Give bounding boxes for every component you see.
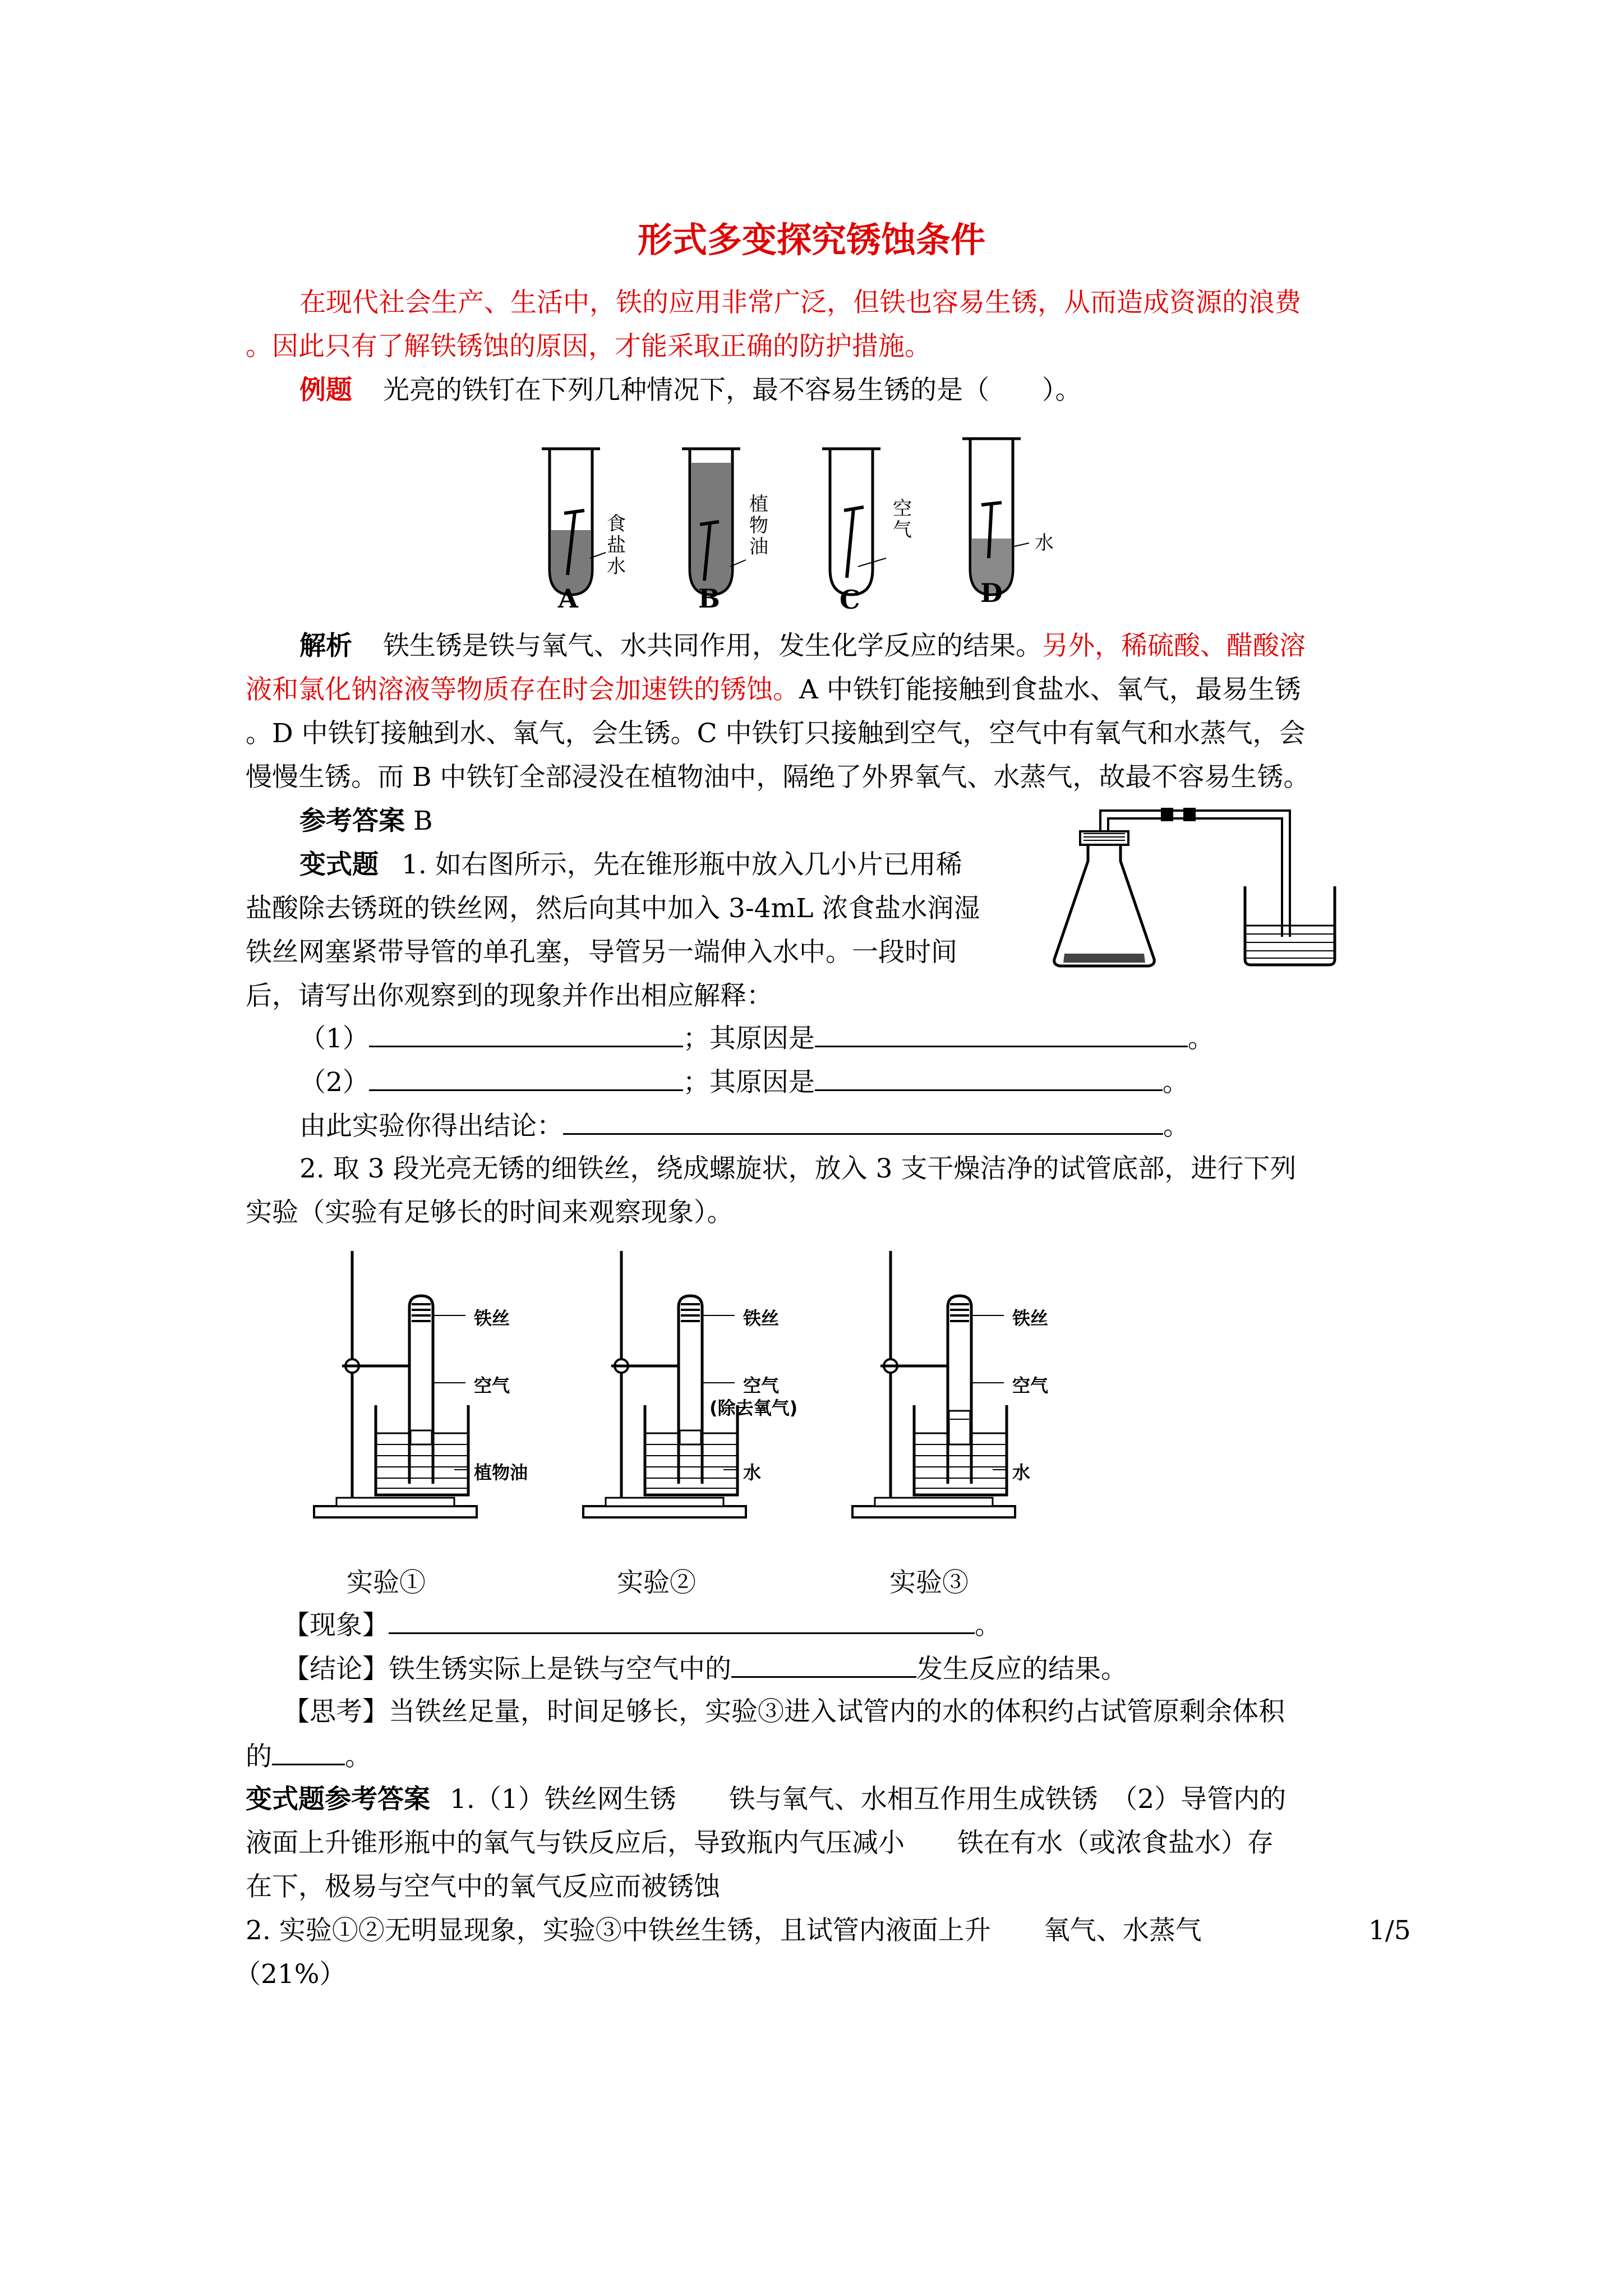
- tube-c-letter: C: [840, 585, 860, 615]
- tube-c-label-1: 空: [893, 498, 912, 520]
- analysis-line-4: 慢慢生锈。而 B 中铁钉全部浸没在植物油中，隔绝了外界氧气、水蒸气，故最不容易生锈。: [246, 762, 1310, 793]
- answers-line-5: （21%）: [234, 1959, 346, 1990]
- think-prefix: 的: [246, 1741, 272, 1772]
- blank1-reason[interactable]: [815, 1021, 1188, 1047]
- exp2-label-wire: 铁丝: [743, 1308, 780, 1329]
- conclusion-blank-line: [299, 1108, 1189, 1143]
- phenomenon-period: 。: [975, 1610, 1001, 1641]
- experiment-3-apparatus: [852, 1251, 1015, 1517]
- exp1-caption: 实验①: [347, 1567, 426, 1598]
- blank1-answer[interactable]: [369, 1021, 683, 1047]
- exp2-label-no-oxygen: (除去氧气): [709, 1397, 798, 1419]
- tube-a-label-3: 水: [607, 555, 626, 578]
- tube-b-letter: B: [698, 583, 720, 614]
- blank-line-2: [299, 1065, 1189, 1099]
- analysis-label: 解析: [299, 631, 352, 661]
- blank-line-1: [299, 1021, 1214, 1056]
- exp1-label-oil: 植物油: [474, 1462, 528, 1483]
- tube-b: [682, 449, 746, 595]
- tube-d-label: 水: [1035, 532, 1054, 554]
- example-question: [299, 374, 1081, 407]
- exp3-label-water: 水: [1012, 1462, 1031, 1483]
- conclusion-prefix: 由此实验你得出结论：: [299, 1111, 563, 1142]
- blank2-reason[interactable]: [815, 1065, 1163, 1091]
- variant-q1-line-2: 盐酸除去锈斑的铁丝网，然后向其中加入 3-4mL 浓食盐水润湿: [246, 893, 980, 924]
- analysis-line-3: 。D 中铁钉接触到水、氧气，会生锈。C 中铁钉只接触到空气，空气中有氧气和水蒸气，会: [246, 718, 1306, 749]
- conclusion-period: 。: [1163, 1111, 1189, 1142]
- analysis-l2-red: 液和氯化钠溶液等物质存在时会加速铁的锈蚀。: [246, 674, 799, 705]
- variant-q1-text-1: 1. 如右图所示，先在锥形瓶中放入几小片已用稀: [401, 849, 962, 880]
- tube-b-label-1: 植: [749, 493, 768, 516]
- blank2-answer[interactable]: [369, 1065, 683, 1091]
- variant-q2-line-1: 2. 取 3 段光亮无锈的细铁丝，绕成螺旋状，放入 3 支干燥洁净的试管底部，进行下列: [299, 1153, 1297, 1184]
- conclusion-label: 【结论】铁生锈实际上是铁与空气中的: [283, 1654, 731, 1685]
- tube-b-label-2: 物: [749, 514, 768, 537]
- answers-line-3: 在下，极易与空气中的氧气反应而被锈蚀: [246, 1871, 720, 1902]
- blank1-prefix: （1）: [299, 1023, 369, 1054]
- flask-apparatus-figure: [1049, 797, 1430, 982]
- variant-q1-line-1: [299, 848, 962, 882]
- answers-text-1: 1.（1）铁丝网生锈 铁与氧气、水相互作用生成铁锈 （2）导管内的: [449, 1784, 1287, 1815]
- exp3-caption: 实验③: [889, 1567, 969, 1598]
- analysis-l1-red: 另外，稀硫酸、醋酸溶: [1041, 631, 1306, 661]
- think-blank[interactable]: [272, 1739, 345, 1765]
- answers-fraction: 1/5: [1368, 1915, 1411, 1946]
- exp1-label-air: 空气: [474, 1375, 510, 1396]
- tube-a-letter: A: [558, 583, 578, 614]
- reference-answer: [299, 804, 433, 838]
- intro-line-2: 。因此只有了解铁锈蚀的原因，才能采取正确的防护措施。: [246, 331, 931, 362]
- phenomenon-label: 【现象】: [283, 1610, 389, 1641]
- answers-line-4: 2. 实验①②无明显现象，实验③中铁丝生锈，且试管内液面上升 氧气、水蒸气: [246, 1915, 1202, 1946]
- conclusion-line: [283, 1651, 1127, 1686]
- blank2-period: 。: [1162, 1067, 1189, 1098]
- tube-c: [822, 449, 886, 595]
- analysis-l2-black: A 中铁钉能接触到食盐水、氧气，最易生锈: [799, 674, 1301, 705]
- example-label: 例题: [299, 375, 352, 406]
- tube-a-label: [607, 513, 626, 577]
- exp2-label-water: 水: [743, 1462, 762, 1483]
- analysis-line-1: [299, 629, 1306, 663]
- exp1-label-wire: 铁丝: [474, 1308, 510, 1329]
- conclusion-tail: 发生反应的结果。: [916, 1654, 1127, 1685]
- blank2-reason-label: ；其原因是: [683, 1067, 815, 1098]
- answers-line-1: [246, 1783, 1286, 1816]
- blank1-reason-label: ；其原因是: [683, 1023, 815, 1054]
- phenomenon-line: [283, 1608, 1001, 1642]
- variant-q1-line-3: 铁丝网塞紧带导管的单孔塞，导管另一端伸入水中。一段时间: [246, 937, 957, 968]
- phenomenon-blank[interactable]: [389, 1608, 975, 1634]
- answers-line-2: 液面上升锥形瓶中的氧气与铁反应后，导致瓶内气压减小 铁在有水（或浓食盐水）存: [246, 1828, 1274, 1858]
- tube-b-label: [749, 494, 768, 558]
- tube-a-label-2: 盐: [607, 534, 626, 556]
- variant-q1-line-4: 后，请写出你观察到的现象并作出相应解释：: [246, 981, 773, 1011]
- tube-a-label-1: 食: [607, 513, 626, 535]
- variant-label: 变式题: [299, 849, 379, 880]
- tube-d-letter: D: [980, 578, 1003, 608]
- analysis-line-2: [246, 673, 1301, 707]
- think-line-1: 【思考】当铁丝足量，时间足够长，实验③进入试管内的水的体积约占试管原剩余体积: [283, 1696, 1285, 1727]
- tube-c-label: [893, 498, 912, 541]
- experiments-figure: [308, 1248, 1082, 1529]
- experiment-1-apparatus: [314, 1251, 477, 1517]
- variant-q2-line-2: 实验（实验有足够长的时间来观察现象）。: [246, 1197, 734, 1228]
- exp2-label-air: 空气: [743, 1375, 780, 1396]
- conclusion-fill-blank[interactable]: [731, 1651, 916, 1678]
- think-period: 。: [345, 1741, 371, 1772]
- analysis-l1-black: 铁生锈是铁与氧气、水共同作用，发生化学反应的结果。: [382, 631, 1042, 661]
- think-line-2: [246, 1739, 371, 1774]
- experiment-2-apparatus: [583, 1251, 746, 1517]
- tube-c-label-2: 气: [893, 519, 912, 541]
- intro-line-1: 在现代社会生产、生活中，铁的应用非常广泛，但铁也容易生锈，从而造成资源的浪费: [299, 287, 1301, 318]
- page-title: 形式多变探究锈蚀条件: [637, 219, 985, 260]
- reference-answer-label: 参考答案: [299, 806, 405, 836]
- exp3-label-wire: 铁丝: [1012, 1308, 1049, 1329]
- exp3-label-air: 空气: [1012, 1375, 1049, 1396]
- example-text: 光亮的铁钉在下列几种情况下，最不容易生锈的是（ ）。: [382, 375, 1082, 406]
- tube-a: [542, 449, 606, 595]
- tube-d: [962, 439, 1029, 595]
- tube-b-label-3: 油: [749, 536, 768, 558]
- conclusion-blank[interactable]: [563, 1108, 1163, 1135]
- exp2-caption: 实验②: [617, 1567, 696, 1598]
- blank2-prefix: （2）: [299, 1067, 369, 1098]
- reference-answer-value: B: [413, 806, 433, 836]
- answers-label: 变式题参考答案: [246, 1784, 430, 1815]
- blank1-period: 。: [1187, 1023, 1214, 1054]
